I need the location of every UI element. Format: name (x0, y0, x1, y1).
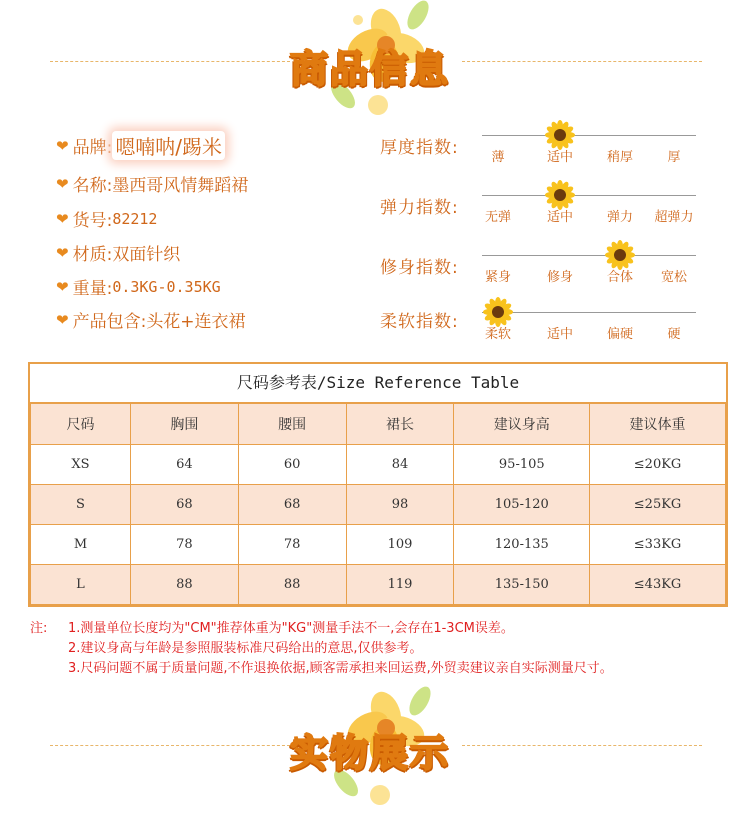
table-row (31, 565, 726, 605)
size-table-title: 尺码参考表/Size Reference Table (30, 364, 726, 403)
sunflower-marker-icon (605, 240, 635, 270)
table-cell: 95-105 (454, 445, 590, 485)
heart-icon: ❤ (56, 209, 69, 228)
table-header-cell: 胸围 (130, 404, 238, 445)
index-level-label: 弹力 (606, 210, 633, 225)
product-info-value: 嗯喃呐/踢米 (112, 131, 225, 160)
notes-prefix: 注: (30, 621, 48, 636)
product-info-label: 名称: (72, 176, 113, 196)
index-level-label: 适中 (546, 150, 573, 165)
size-table-grid (30, 403, 726, 605)
sunflower-marker-icon (545, 120, 575, 150)
index-level-label: 偏硬 (606, 327, 633, 342)
table-cell: 64 (130, 445, 238, 485)
index-level-label: 稍厚 (606, 150, 633, 165)
table-header-cell: 腰围 (238, 404, 346, 445)
section-title-real-photos: 实物展示 (290, 731, 451, 775)
table-row (31, 525, 726, 565)
table-header-cell: 裙长 (346, 404, 454, 445)
index-level-label: 柔软 (484, 327, 511, 342)
table-cell: ≤43KG (590, 565, 726, 605)
index-scale-line (482, 255, 696, 256)
product-info-label: 材质: (72, 245, 113, 265)
product-info-label: 货号: (72, 211, 113, 231)
product-info-value: 墨西哥风情舞蹈裙 (112, 176, 249, 196)
table-cell: 60 (238, 445, 346, 485)
table-cell: ≤25KG (590, 485, 726, 525)
index-level-label: 厚 (667, 150, 681, 165)
table-cell: XS (31, 445, 131, 485)
sunflower-marker-icon (545, 180, 575, 210)
table-cell: 78 (130, 525, 238, 565)
sunflower-marker-icon (483, 297, 513, 327)
product-info-value: 0.3KG-0.35KG (112, 277, 221, 296)
table-header-cell: 尺码 (31, 404, 131, 445)
product-info-row (56, 274, 221, 299)
product-info-row (56, 131, 225, 160)
heart-icon: ❤ (56, 277, 69, 296)
table-cell: 119 (346, 565, 454, 605)
table-cell: ≤33KG (590, 525, 726, 565)
table-cell: ≤20KG (590, 445, 726, 485)
banner-divider-left-bottom (50, 745, 290, 746)
table-cell: 68 (130, 485, 238, 525)
index-level-label: 硬 (667, 327, 681, 342)
banner-divider-right (462, 61, 702, 62)
index-level-label: 适中 (546, 327, 573, 342)
product-info-label: 重量: (72, 279, 113, 299)
product-info-row (56, 307, 246, 332)
table-cell: 78 (238, 525, 346, 565)
index-level-label: 修身 (546, 270, 573, 285)
note-line-1: 1.测量单位长度均为"CM"推荐体重为"KG"测量手法不一,会存在1-3CM误差。 (68, 621, 514, 636)
section-title-product-info: 商品信息 (290, 47, 451, 91)
index-scale-line (482, 135, 696, 136)
product-info-row (56, 206, 157, 231)
product-info-value: 82212 (112, 209, 158, 228)
table-row (31, 445, 726, 485)
index-level-label: 合体 (606, 270, 633, 285)
index-level-label: 超弹力 (654, 210, 694, 225)
heart-icon: ❤ (56, 310, 69, 329)
table-cell: S (31, 485, 131, 525)
table-cell: 88 (238, 565, 346, 605)
table-cell: 105-120 (454, 485, 590, 525)
product-info-value: 头花+连衣裙 (146, 312, 246, 332)
table-cell: 84 (346, 445, 454, 485)
table-cell: 135-150 (454, 565, 590, 605)
index-scale-line (482, 312, 696, 313)
index-level-label: 宽松 (660, 270, 687, 285)
table-cell: M (31, 525, 131, 565)
index-label: 弹力指数: (380, 198, 459, 218)
note-line-3: 3.尺码问题不属于质量问题,不作退换依据,顾客需承担来回运费,外贸卖建议亲自实际测量尺寸。 (68, 661, 613, 676)
index-label: 修身指数: (380, 258, 459, 278)
index-level-label: 无弹 (484, 210, 511, 225)
index-label: 厚度指数: (380, 138, 459, 158)
heart-icon: ❤ (56, 243, 69, 262)
table-row (31, 485, 726, 525)
table-header-cell: 建议体重 (590, 404, 726, 445)
table-cell: 109 (346, 525, 454, 565)
index-level-label: 紧身 (484, 270, 511, 285)
table-cell: L (31, 565, 131, 605)
heart-icon: ❤ (56, 174, 69, 193)
product-info-value: 双面针织 (112, 245, 181, 265)
size-table (28, 362, 728, 607)
heart-icon: ❤ (56, 136, 69, 155)
product-info-row (56, 171, 248, 196)
index-label: 柔软指数: (380, 312, 459, 332)
banner-divider-right-bottom (462, 745, 702, 746)
table-header-cell: 建议身高 (454, 404, 590, 445)
table-cell: 120-135 (454, 525, 590, 565)
index-scale-line (482, 195, 696, 196)
banner-divider-left (50, 61, 290, 62)
table-cell: 98 (346, 485, 454, 525)
product-info-label: 品牌: (72, 138, 113, 158)
table-cell: 68 (238, 485, 346, 525)
index-level-label: 薄 (491, 150, 505, 165)
table-header-row (31, 404, 726, 445)
note-line-2: 2.建议身高与年龄是参照服装标准尺码给出的意思,仅供参考。 (68, 641, 423, 656)
product-info-label: 产品包含: (72, 312, 147, 332)
index-level-label: 适中 (546, 210, 573, 225)
table-cell: 88 (130, 565, 238, 605)
product-info-row (56, 240, 180, 265)
